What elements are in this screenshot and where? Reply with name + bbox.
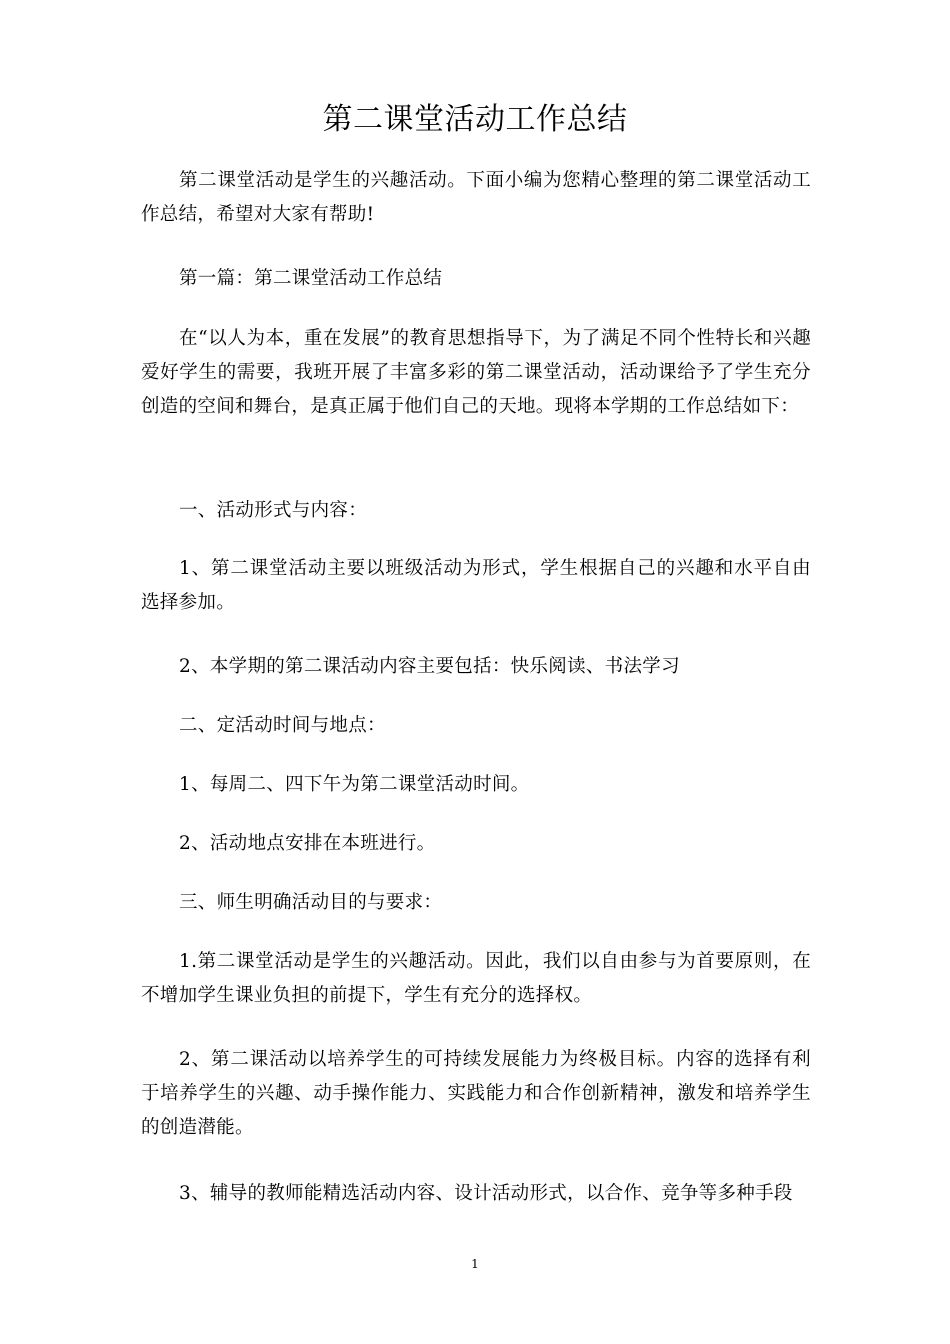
paragraph-item-3-2: 2、第二课活动以培养学生的可持续发展能力为终极目标。内容的选择有利于培养学生的兴趣、动手操作能力、实践能力和合作创新精神，激发和培养学生的创造潜能。: [141, 1049, 811, 1138]
paragraph-item-2-1: 1、每周二、四下午为第二课堂活动时间。: [179, 774, 530, 795]
paragraph-part-one-heading: 第一篇：第二课堂活动工作总结: [179, 268, 443, 289]
paragraph-item-1-2: 2、本学期的第二课活动内容主要包括：快乐阅读、书法学习: [179, 656, 680, 677]
paragraph-item-2-2: 2、活动地点安排在本班进行。: [179, 833, 436, 854]
paragraph-intro: 第二课堂活动是学生的兴趣活动。下面小编为您精心整理的第二课堂活动工作总结，希望对大家有帮助!: [141, 170, 811, 225]
paragraph-item-3-3: 3、辅导的教师能精选活动内容、设计活动形式，以合作、竞争等多种手段: [179, 1183, 793, 1204]
section-heading-3: 三、师生明确活动目的与要求：: [179, 892, 443, 913]
page-number: 1: [471, 1257, 479, 1271]
paragraph-item-3-1: 1.第二课堂活动是学生的兴趣活动。因此，我们以自由参与为首要原则，在不增加学生课业负担的前提下，学生有充分的选择权。: [141, 951, 811, 1006]
section-heading-2: 二、定活动时间与地点：: [179, 715, 386, 736]
document-title: 第二课堂活动工作总结: [322, 102, 628, 137]
paragraph-item-1-1: 1、第二课堂活动主要以班级活动为形式，学生根据自己的兴趣和水平自由选择参加。: [141, 558, 811, 613]
section-heading-1: 一、活动形式与内容：: [179, 500, 368, 521]
paragraph-background: 在“以人为本，重在发展”的教育思想指导下，为了满足不同个性特长和兴趣爱好学生的需要，我班开展了丰富多彩的第二课堂活动，活动课给予了学生充分创造的空间和舞台，是真正属于他们自己的天地。现将本学期的工作总结如下：: [141, 328, 811, 417]
